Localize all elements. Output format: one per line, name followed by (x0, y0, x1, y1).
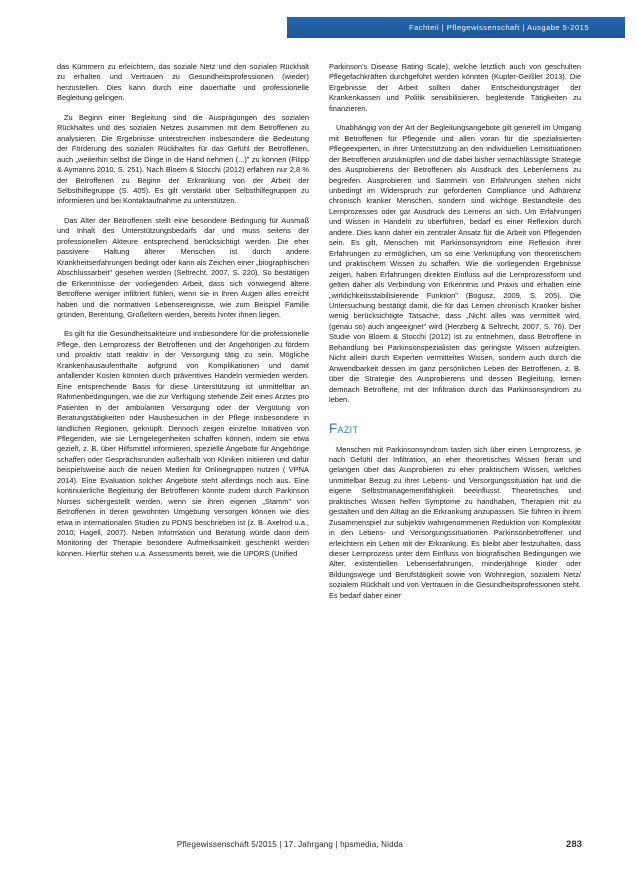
page-footer (57, 838, 582, 852)
section-heading-fazit: Fazit (329, 420, 359, 436)
paragraph: Menschen mit Parkinsonsyndrom tasten sich über einen Lernprozess, je nach Gefühl der Infiltration, an eher theoretisches Wissen heran und gelangen über das Ausprobieren zu eher praktischem Wissen, welches unmittelbar Bezug zu ihrer Lebens- und Versorgungssituation hat und die eigene Selbstmanagementfähigkeit beeinflusst. Theoretisches und praktisches Wissen helfen Symptome zu handhaben, Therapien mit zu gestalten und den Alltag an die Erkrankung anzupassen. Sie führen in ihrem Zusammenspiel zur subjektiv wahrgenommenen Reduktion von Komplexität in den Lebens- und Versorgungssituationen Parkinsonbetroffener und erleichtern ein Leben mit der Erkrankung. Es bleibt aber festzuhalten, dass dieser Lernprozess unter dem Einfluss von biografischen Bedingungen wie Alter, existentiellen Lebenserfahrungen, minderjährige Kinder oder Bildungswege und Berufstätigkeit sowie von Wohnregion, sozialem Netz/ sozialem Rückhalt und von Vertrauen in die Gesundheitsprofessionen steht. Es bedarf daher einer (329, 444, 581, 600)
paragraph: das Kümmern zu erleichtern, das soziale Netz und den sozialen Rückhalt zu erhalten und Vertrauen zu Gesundheitsprofessionen (wieder) herzustellen. Dies kann durch eine dauerhafte und professionelle Begleitung gelingen. (57, 62, 309, 103)
header-banner (287, 17, 625, 38)
paragraph: Zu Beginn einer Begleitung sind die Ausprägungen des sozialen Rückhaltes und des sozialen Netzes zusammen mit dem Betroffenen zu analysieren. Die Ergebnisse unterstreichen insbesondere die Bedeutung der Förderung des sozialen Rückhaltes für das Gefühl der Betroffenen, auch „weiterhin selbst die Dinge in die Hand nehmen (...)" zu können (Filipp & Aymanns 2010, S. 251). Nach Bloem & Stocchi (2012) erfahren nur 2,8 % der Betroffenen zu Beginn der Erkrankung von der Arbeit der Selbsthilfegruppe (S. 405). Es gilt verstärkt über Selbsthilfegruppen zu informieren und bei Kontaktaufnahme zu unterstützen. (57, 112, 309, 206)
right-column (329, 62, 581, 817)
left-column (57, 62, 309, 817)
two-column-body (57, 62, 582, 817)
paragraph: Parkinson's Disease Rating Scale), welche letztlich auch von geschulten Pflegefachkräften durchgeführt werden könnten (Kupfer-Geißler 2013). Die Ergebnisse der Arbeit sollten daher Entscheidungsträger der Krankenkassen und Politik sensibilisieren, begleitende Tätigkeiten zu finanzieren. (329, 62, 581, 113)
paragraph: Das Alter der Betroffenen stellt eine besondere Bedingung für Ausmaß und Inhalt des Unterstützungsbedarfs dar und muss seitens der professionellen Akteure entsprechend berücksichtigt werden. Die eher passivere Haltung älterer Menschen ist durch andere Krankheitserfahrungen bedingt oder kann als Zeichen einer „biographischen Abschlussarbeit" gesehen werden (Seltrecht, 2007, S. 220). So bestätigen die Erkenntnisse der vorliegenden Arbeit, dass sich vorwiegend ältere Betroffene weniger infiltriert fühlen, wenn sie in ihren Augen alles erreicht haben und die normativen Lebensereignisse, wie zum Beispiel Familie gründen, Berentung, Großeltern werden, bereits hinter ihnen liegen. (57, 215, 309, 319)
header-banner-text: Fachteil | Pflegewissenschaft | Ausgabe 5-2015 (409, 23, 589, 32)
paragraph: Es gilt für die Gesundheitsakteure und insbesondere für die professionelle Pflege, den Lernprozess der Betroffenen und der Angehörigen zu fördern und proaktiv statt reaktiv in der Versorgung tätig zu sein. Mögliche Krankenhausaufenthalte aufgrund von Komplikationen und damit anfallender Kosten könnten durch präventives Handeln vermieden werden. Eine entsprechende Basis für diese Unterstützung ist unmittelbar an Rahmenbedingungen, wie die zur Verfügung stehende Zeit eines Arztes pro Patienten in der ambulanten Versorgung oder der Vergütung von Beratungstätigkeiten oder Hausbesuchen in der Pflege insbesondere in ländlichen Regionen, geknüpft. Dennoch zeigen einzelne Initiativen von Pflegenden, wie sie Lerngelegenheiten schaffen können, indem sie etwa gezielt, z. B. über Hilfsmittel informieren, spezielle Angebote für Angehörige schaffen oder Gesprächsrunden außerhalb von Kliniken initiieren und dafür beispielsweise auch die neuen Medien für Onlinegruppen nutzen ( VPNA 2014). Eine Evaluation solcher Angebote steht allerdings noch aus. Eine kontinuierliche Begleitung der Betroffenen könnte zudem durch Parkinson Nurses sichergestellt werden, wenn sie ihren eigenen „Stamm" von Betroffenen in deren gewohnten Umgebung versorgen können wie dies etwa in internationalen Studien zu PDNS beschrieben ist (z. B. Axelrod u.a., 2010; Hagell, 2007). Neben Information und Beratung würde dann dem Monitoring der Therapie besondere Aufmerksamkeit geschenkt werden können. Hierfür stehen u.a. Assessments bereit, wie die UPDRS (Unified (57, 329, 309, 558)
footer-citation: Pflegewissenschaft 5/2015 | 17. Jahrgang | hpsmedia, Nidda (176, 840, 404, 849)
footer-page-number: 283 (565, 839, 582, 850)
paragraph: Unabhängig von der Art der Begleitungsangebote gilt generell im Umgang mit Betroffenen für Pflegende und allen voran für die spezialisierten Pflegeexperten, in ihrer Unterstützung an den individuellen Lernsituationen der Betroffenen anzuknüpfen und die dabei bisher vernachlässigte Strategie des Ausprobierens der Betroffenen als Ausdruck des Lebenlernens zu begreifen. Ausprobieren und Sammeln von Erfahrungen stehen nicht unbedingt im Widerspruch zur geforderten Compliance und Adhärenz chronisch kranker Menschen, sondern sind wichtige Bestandteile des Lernprozesses oder gar Ausdruck des Lernens an sich. Um Erfahrungen und Wissen in Handeln zu überführen, bedarf es einer Reflexion durch andere. Dies kann daher ein zentraler Ansatz für die Arbeit von Pflegenden sein. Es gilt, Menschen mit Parkinsonsyndrom eine Reflexion ihrer Erfahrungen zu ermöglichen, um so eine Verknüpfung von theoretischem und praktischem Wissen zu schaffen. Wie die vorliegenden Ergebnisse zeigen, haben Erfahrungen direkten Einfluss auf die Lernprozessform und gelten daher als Verbindung von Erkenntnis und Praxis und erhalten eine „wirklichkeitsstabilisierende Funktion" (Bogusz, 2009, S. 205). Die Untersuchung bestätigt damit, die für das Lernen chronisch Kranker bisher wenig berücksichtigte Tatsache, dass „Nicht alles was vermittelt wird, (genau so) auch angeeignet" wird (Herzberg & Seltrecht, 2007, S. 76). Der Studie von Bloem & Stocchi (2012) ist zu entnehmen, dass Betroffene in Behandlung bei Parkinsonspezialisten das geringste Wissen aufzeigten. Nicht allein durch Experten vermitteltes Wissen, sondern auch durch die Anwendbarkeit dessen im ganz persönlichen Leben der Betroffenen, z. B. über die Strategie des Ausprobierens und dessen Begleitung, lernen demnach Betroffene, mit der Infiltration durch das Parkinsonsyndrom zu leben. (329, 123, 581, 405)
